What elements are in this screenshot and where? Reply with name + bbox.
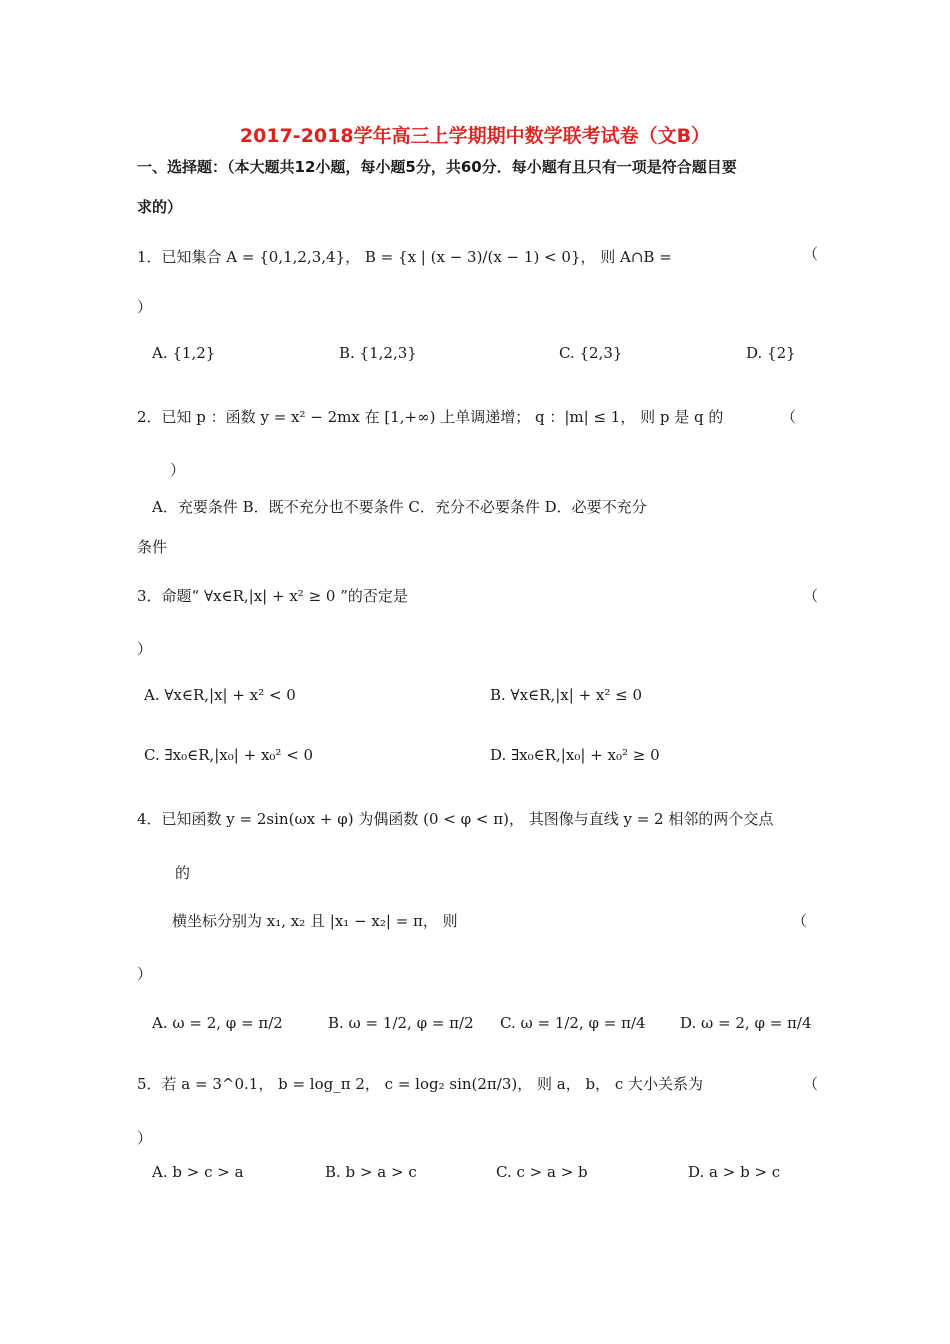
question-5-option-a: A. b > c > a: [152, 1163, 244, 1181]
answer-paren-open: （: [803, 587, 819, 605]
question-2-options-cont: 条件: [137, 538, 168, 556]
answer-paren-open: （: [803, 1075, 819, 1093]
question-4-option-c: C. ω = 1/2, φ = π/4: [500, 1014, 646, 1032]
question-1-option-a: A. {1,2}: [152, 344, 216, 362]
answer-paren-open: （: [781, 408, 797, 426]
section-heading-cont: 求的）: [137, 198, 183, 216]
section-heading: 一、选择题：（本大题共12小题，每小题5分，共60分．每小题有且只有一项是符合题目要: [137, 158, 737, 176]
answer-paren-close: ）: [170, 461, 186, 479]
answer-paren-close: ）: [137, 298, 153, 316]
question-4-stem: 4．已知函数 y = 2sin(ωx + φ) 为偶函数 (0 < φ < π)， 其图像与直线 y = 2 相邻的两个交点: [137, 810, 774, 828]
question-4-stem-line3: 横坐标分别为 x₁, x₂ 且 |x₁ − x₂| = π， 则: [172, 912, 458, 930]
question-1-stem: 1．已知集合 A = {0,1,2,3,4}， B = {x | (x − 3)/(x − 1) < 0}， 则 A∩B =: [137, 248, 672, 266]
question-3-option-d: D. ∃x₀∈R,|x₀| + x₀² ≥ 0: [490, 746, 660, 764]
question-3-option-c: C. ∃x₀∈R,|x₀| + x₀² < 0: [144, 746, 314, 764]
question-5-option-b: B. b > a > c: [325, 1163, 417, 1181]
question-4-option-d: D. ω = 2, φ = π/4: [680, 1014, 812, 1032]
page-title: 2017-2018学年高三上学期期中数学联考试卷（文B）: [239, 125, 711, 147]
question-4-option-b: B. ω = 1/2, φ = π/2: [328, 1014, 474, 1032]
answer-paren-close: ）: [137, 1129, 153, 1147]
question-1-option-d: D. {2}: [746, 344, 796, 362]
question-1-option-b: B. {1,2,3}: [339, 344, 417, 362]
question-5-stem: 5．若 a = 3^0.1， b = log_π 2， c = log₂ sin(2π/3)， 则 a， b， c 大小关系为: [137, 1075, 704, 1093]
question-4-stem-cont: 的: [175, 864, 191, 882]
question-2-stem: 2．已知 p ：函数 y = x² − 2mx 在 [1,+∞) 上单调递增； q ：|m| ≤ 1， 则 p 是 q 的: [137, 408, 724, 426]
answer-paren-open: （: [792, 912, 808, 930]
question-3-option-a: A. ∀x∈R,|x| + x² < 0: [144, 686, 296, 704]
question-4-option-a: A. ω = 2, φ = π/2: [152, 1014, 283, 1032]
answer-paren-close: ）: [137, 965, 153, 983]
answer-paren-close: ）: [137, 640, 153, 658]
question-2-options: A．充要条件 B．既不充分也不要条件 C．充分不必要条件 D．必要不充分: [152, 498, 647, 516]
question-5-option-c: C. c > a > b: [496, 1163, 588, 1181]
question-3-stem: 3．命题“ ∀x∈R,|x| + x² ≥ 0 ”的否定是: [137, 587, 408, 605]
answer-paren-open: （: [803, 245, 819, 263]
question-5-option-d: D. a > b > c: [688, 1163, 781, 1181]
question-1-option-c: C. {2,3}: [559, 344, 623, 362]
question-3-option-b: B. ∀x∈R,|x| + x² ≤ 0: [490, 686, 643, 704]
